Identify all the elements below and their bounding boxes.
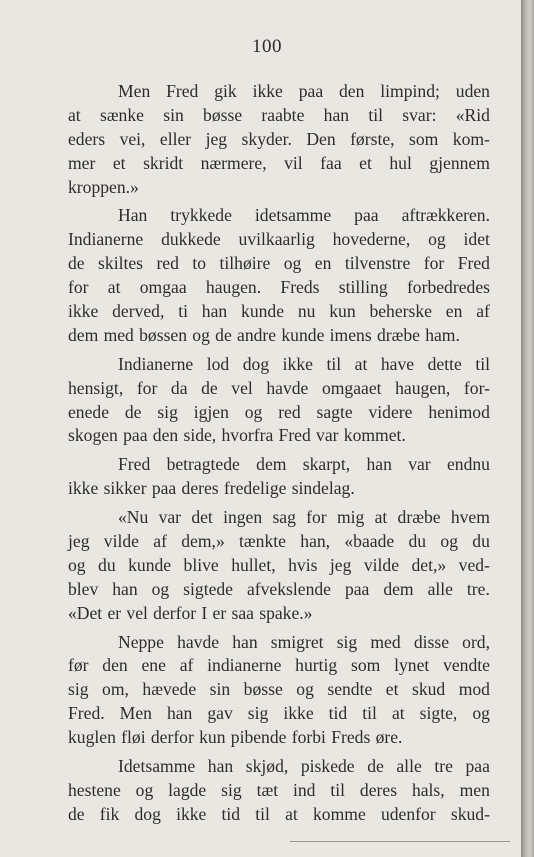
text-line bbox=[68, 152, 490, 176]
text-line bbox=[68, 424, 490, 448]
word: du bbox=[408, 531, 427, 552]
word: de bbox=[68, 803, 85, 824]
word: han bbox=[366, 454, 392, 475]
word: disse bbox=[413, 631, 449, 652]
word: Idetsamme bbox=[118, 756, 196, 777]
text-line bbox=[68, 578, 490, 602]
word: alle bbox=[427, 578, 453, 599]
word: da bbox=[170, 377, 188, 398]
word: Den bbox=[306, 128, 336, 149]
word: at bbox=[354, 353, 368, 374]
word: forbedredes bbox=[406, 277, 490, 298]
word: forbi bbox=[291, 727, 326, 748]
text-line bbox=[68, 104, 490, 128]
word: ikke bbox=[68, 301, 99, 322]
word: et bbox=[359, 152, 372, 173]
word: blive bbox=[183, 554, 219, 575]
word: mod bbox=[458, 679, 490, 700]
word: endnu bbox=[446, 454, 490, 475]
word: paa bbox=[354, 205, 379, 226]
word: de bbox=[367, 756, 384, 777]
word: spake.» bbox=[259, 602, 313, 623]
word: de bbox=[215, 324, 232, 345]
word: pibende bbox=[230, 727, 287, 748]
word: «baade bbox=[344, 531, 395, 552]
word: et bbox=[385, 679, 399, 700]
word: til bbox=[368, 104, 383, 125]
word: før bbox=[68, 655, 89, 676]
word: kom- bbox=[452, 128, 490, 149]
word: hals, bbox=[411, 779, 445, 800]
word: øre. bbox=[375, 727, 403, 748]
word: afvekslende bbox=[246, 578, 331, 599]
word: hurtig bbox=[295, 655, 338, 676]
word: bøssen bbox=[139, 324, 188, 345]
word: ikke bbox=[282, 353, 313, 374]
text-line bbox=[68, 506, 490, 530]
word: henimod bbox=[428, 401, 490, 422]
word: er bbox=[212, 602, 227, 623]
word: kroppen.» bbox=[68, 176, 139, 197]
word: hestene bbox=[68, 779, 121, 800]
text-line bbox=[68, 252, 490, 276]
word: skridt bbox=[143, 152, 184, 173]
word: og bbox=[68, 554, 86, 575]
word: om, bbox=[102, 679, 129, 700]
word: imens bbox=[329, 324, 372, 345]
text-line bbox=[68, 128, 490, 152]
word: derved, bbox=[112, 301, 165, 322]
word: og bbox=[296, 679, 314, 700]
word: mig bbox=[336, 507, 365, 528]
word: red bbox=[278, 401, 301, 422]
word: skarpt, bbox=[302, 454, 351, 475]
word: haugen. bbox=[205, 277, 262, 298]
word: jeg bbox=[68, 531, 90, 552]
word: mer bbox=[68, 152, 96, 173]
word: dræbe bbox=[397, 507, 441, 528]
word: sig bbox=[68, 679, 89, 700]
text-line bbox=[68, 453, 490, 477]
word: et bbox=[112, 152, 126, 173]
word: med bbox=[103, 324, 134, 345]
word: skud- bbox=[450, 803, 490, 824]
word: vilde bbox=[103, 531, 139, 552]
word: hvis bbox=[288, 554, 318, 575]
word: omgaaet bbox=[321, 377, 382, 398]
word: Fred. bbox=[68, 703, 105, 724]
word: stilling bbox=[338, 277, 388, 298]
word: havde bbox=[177, 631, 220, 652]
word: aftrækkeren. bbox=[401, 205, 490, 226]
word: limpind; bbox=[380, 81, 440, 101]
word: den bbox=[339, 81, 365, 101]
word: vendte bbox=[443, 655, 490, 676]
word: eller bbox=[159, 128, 192, 149]
text-line bbox=[68, 631, 490, 655]
word: at bbox=[107, 277, 121, 298]
word: ikke bbox=[252, 81, 283, 101]
word: betragtede bbox=[166, 454, 240, 475]
word: for- bbox=[463, 377, 490, 398]
word: de bbox=[201, 377, 218, 398]
binding-edge bbox=[521, 0, 534, 857]
word: den bbox=[152, 425, 179, 446]
word: og bbox=[428, 229, 446, 250]
word: dem bbox=[68, 324, 99, 345]
text-line bbox=[68, 755, 490, 779]
word: sendte bbox=[327, 679, 373, 700]
word: tre bbox=[434, 756, 453, 777]
word: have bbox=[380, 353, 415, 374]
word: fredelige bbox=[223, 478, 287, 499]
word: første, bbox=[350, 128, 395, 149]
word: dukkede bbox=[161, 229, 221, 250]
word: sin bbox=[163, 104, 184, 125]
word: til bbox=[330, 779, 346, 800]
word: skyder. bbox=[241, 128, 292, 149]
text-line bbox=[68, 803, 490, 827]
word: er bbox=[107, 602, 122, 623]
word: Men bbox=[118, 81, 151, 101]
word: paa bbox=[298, 81, 324, 101]
word: og bbox=[472, 703, 490, 724]
word: ikke bbox=[68, 478, 99, 499]
text-line bbox=[68, 324, 490, 348]
word: kunde bbox=[241, 301, 285, 322]
word: men bbox=[459, 779, 490, 800]
word: Fred bbox=[457, 253, 490, 274]
word: paa bbox=[151, 478, 177, 499]
word: havde bbox=[266, 377, 309, 398]
word: ti bbox=[178, 301, 188, 322]
word: gav bbox=[207, 703, 233, 724]
word: som bbox=[408, 128, 439, 149]
word: kuglen bbox=[68, 727, 116, 748]
word: kun bbox=[199, 727, 226, 748]
text-line bbox=[68, 554, 490, 578]
word: det bbox=[191, 507, 213, 528]
word: svar: bbox=[402, 104, 437, 125]
word: og bbox=[135, 779, 154, 800]
word: Men bbox=[119, 703, 152, 724]
word: hvem bbox=[450, 507, 490, 528]
word: han bbox=[112, 578, 138, 599]
word: fløi bbox=[121, 727, 146, 748]
text-line bbox=[68, 204, 490, 228]
word: videre bbox=[368, 401, 413, 422]
word: sigte, bbox=[419, 703, 458, 724]
word: komme bbox=[313, 803, 366, 824]
word: var bbox=[408, 454, 431, 475]
word: med bbox=[370, 631, 401, 652]
word: ham. bbox=[425, 324, 460, 345]
word: lagde bbox=[168, 779, 207, 800]
word: sagte bbox=[316, 401, 353, 422]
word: side, bbox=[183, 425, 217, 446]
word: som bbox=[350, 655, 381, 676]
word: han, bbox=[300, 531, 331, 552]
word: hævede bbox=[142, 679, 197, 700]
word: enede bbox=[68, 401, 110, 422]
word: tid bbox=[221, 803, 241, 824]
word: dem bbox=[383, 578, 414, 599]
word: til bbox=[255, 803, 270, 824]
word: vei, bbox=[119, 128, 146, 149]
word: tre. bbox=[466, 578, 490, 599]
word: bøsse bbox=[203, 104, 243, 125]
word: smigret bbox=[270, 631, 324, 652]
word: det,» bbox=[411, 554, 447, 575]
word: en bbox=[314, 253, 332, 274]
word: og bbox=[440, 531, 458, 552]
word: Fred bbox=[118, 454, 151, 475]
word: trykkede bbox=[170, 205, 232, 226]
word: ene bbox=[141, 655, 166, 676]
word: af bbox=[153, 531, 167, 552]
word: til bbox=[475, 353, 490, 374]
word: haugen, bbox=[395, 377, 451, 398]
word: jeg bbox=[329, 554, 352, 575]
word: han bbox=[323, 104, 350, 125]
text-line bbox=[68, 702, 490, 726]
word: gik bbox=[214, 81, 237, 101]
body-text bbox=[68, 80, 490, 827]
word: kun bbox=[329, 301, 356, 322]
word: saa bbox=[231, 602, 254, 623]
word: til bbox=[326, 353, 342, 374]
word: dem,» bbox=[181, 531, 225, 552]
word: kunde bbox=[128, 554, 172, 575]
word: dræbe bbox=[376, 324, 420, 345]
word: han bbox=[207, 756, 234, 777]
word: Neppe bbox=[118, 631, 164, 652]
word: de bbox=[124, 401, 142, 422]
word: I bbox=[201, 602, 208, 623]
word: raabte bbox=[261, 104, 305, 125]
word: uden bbox=[455, 81, 490, 101]
word: hovederne, bbox=[332, 229, 411, 250]
text-line bbox=[68, 80, 490, 104]
text-line bbox=[68, 228, 490, 252]
word: paa bbox=[465, 756, 490, 777]
word: ikke bbox=[283, 703, 314, 724]
word: sig bbox=[336, 631, 358, 652]
word: Fred bbox=[166, 81, 199, 101]
word: var bbox=[158, 507, 182, 528]
word: sikker bbox=[103, 478, 147, 499]
word: ord, bbox=[462, 631, 490, 652]
word: nu bbox=[297, 301, 316, 322]
word: hullet, bbox=[231, 554, 276, 575]
word: af bbox=[476, 301, 490, 322]
word: han bbox=[166, 703, 193, 724]
word: udenfor bbox=[380, 803, 436, 824]
word: de bbox=[68, 253, 85, 274]
word: var bbox=[316, 425, 339, 446]
word: du bbox=[98, 554, 116, 575]
word: vil bbox=[284, 152, 303, 173]
word: idet bbox=[463, 229, 490, 250]
word: til bbox=[362, 703, 377, 724]
word: sin bbox=[209, 679, 231, 700]
word: tæt bbox=[256, 779, 279, 800]
word: og bbox=[244, 401, 263, 422]
word: derfor bbox=[153, 602, 197, 623]
word: og bbox=[151, 578, 170, 599]
word: piskede bbox=[300, 756, 355, 777]
word: at bbox=[68, 104, 81, 125]
word: hensigt, bbox=[68, 377, 124, 398]
word: ikke bbox=[176, 803, 207, 824]
text-line bbox=[68, 176, 490, 200]
text-line bbox=[68, 678, 490, 702]
word: sig bbox=[221, 779, 242, 800]
word: Han bbox=[118, 205, 148, 226]
word: dog bbox=[242, 353, 270, 374]
word: dette bbox=[427, 353, 462, 374]
word: idetsamme bbox=[254, 205, 332, 226]
word: dog bbox=[134, 803, 161, 824]
word: at bbox=[285, 803, 298, 824]
word: hvorfra bbox=[221, 425, 274, 446]
word: sindelag. bbox=[291, 478, 355, 499]
word: nærmere, bbox=[200, 152, 267, 173]
word: alle bbox=[396, 756, 422, 777]
text-line bbox=[68, 276, 490, 300]
word: Fred bbox=[278, 425, 311, 446]
text-line bbox=[68, 477, 490, 501]
text-line bbox=[68, 779, 490, 803]
word: lynet bbox=[394, 655, 430, 676]
word: du bbox=[472, 531, 490, 552]
word: bøsse bbox=[243, 679, 283, 700]
word: og bbox=[283, 253, 302, 274]
word: vel bbox=[126, 602, 148, 623]
word: jeg bbox=[205, 128, 228, 149]
word: tid bbox=[328, 703, 348, 724]
word: beherske bbox=[369, 301, 432, 322]
word: sig bbox=[247, 703, 269, 724]
word: for bbox=[423, 253, 445, 274]
word: uvilkaarlig bbox=[238, 229, 315, 250]
word: han bbox=[201, 301, 228, 322]
word: ved- bbox=[458, 554, 490, 575]
word: deres bbox=[181, 478, 219, 499]
word: faa bbox=[320, 152, 342, 173]
word: tilhøire bbox=[219, 253, 271, 274]
word: andre bbox=[237, 324, 277, 345]
word: sig bbox=[157, 401, 178, 422]
word: han bbox=[232, 631, 258, 652]
word: Freds bbox=[280, 277, 320, 298]
text-line bbox=[68, 353, 490, 377]
word: to bbox=[192, 253, 207, 274]
word: vel bbox=[231, 377, 253, 398]
word: gjennem bbox=[429, 152, 490, 173]
word: Indianerne bbox=[118, 353, 194, 374]
word: «Det bbox=[68, 602, 103, 623]
page-number: 100 bbox=[252, 36, 282, 57]
word: tænkte bbox=[239, 531, 286, 552]
word: lod bbox=[206, 353, 230, 374]
word: fik bbox=[99, 803, 120, 824]
word: sag bbox=[272, 507, 296, 528]
text-line bbox=[68, 401, 490, 425]
word: «Rid bbox=[455, 104, 490, 125]
word: for bbox=[306, 507, 327, 528]
word: tilvenstre bbox=[344, 253, 411, 274]
word: skogen bbox=[68, 425, 118, 446]
word: igjen bbox=[193, 401, 229, 422]
text-line bbox=[68, 654, 490, 678]
word: skiltes bbox=[98, 253, 144, 274]
text-line bbox=[68, 726, 490, 750]
word: at bbox=[374, 507, 388, 528]
word: for bbox=[136, 377, 158, 398]
word: af bbox=[179, 655, 194, 676]
word: og bbox=[192, 324, 210, 345]
word: «Nu bbox=[118, 507, 149, 528]
bottom-rule bbox=[290, 841, 510, 842]
word: deres bbox=[359, 779, 398, 800]
word: at bbox=[391, 703, 405, 724]
word: dem bbox=[256, 454, 287, 475]
word: paa bbox=[123, 425, 148, 446]
word: ind bbox=[292, 779, 316, 800]
word: skud bbox=[411, 679, 446, 700]
word: red bbox=[156, 253, 179, 274]
word: en bbox=[445, 301, 463, 322]
text-line bbox=[68, 530, 490, 554]
word: eders bbox=[68, 128, 106, 149]
word: omgaa bbox=[139, 277, 187, 298]
word: skjød, bbox=[245, 756, 289, 777]
word: blev bbox=[68, 578, 99, 599]
word: sigtede bbox=[183, 578, 233, 599]
word: paa bbox=[344, 578, 370, 599]
text-line bbox=[68, 602, 490, 626]
text-line bbox=[68, 377, 490, 401]
word: sænke bbox=[99, 104, 144, 125]
word: indianerne bbox=[207, 655, 282, 676]
word: Indianerne bbox=[68, 229, 144, 250]
word: kunde bbox=[281, 324, 325, 345]
word: den bbox=[102, 655, 128, 676]
word: Freds bbox=[331, 727, 371, 748]
word: kommet. bbox=[343, 425, 406, 446]
word: vilde bbox=[363, 554, 400, 575]
word: derfor bbox=[150, 727, 194, 748]
word: ingen bbox=[223, 507, 263, 528]
text-line bbox=[68, 300, 490, 324]
word: hul bbox=[389, 152, 412, 173]
word: for bbox=[68, 277, 89, 298]
